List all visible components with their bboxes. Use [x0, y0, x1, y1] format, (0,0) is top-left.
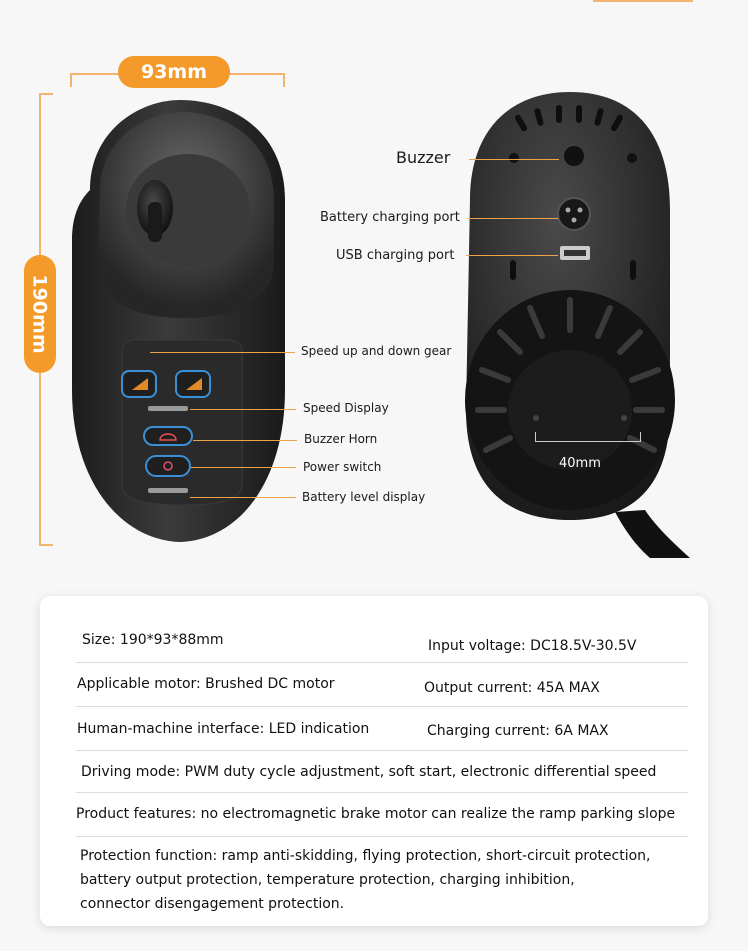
buzzer-horn-leader — [193, 440, 297, 441]
spec-charging-current: Charging current: 6A MAX — [427, 723, 609, 739]
height-dimension-tick-top — [39, 93, 53, 95]
speed-gear-leader — [150, 352, 295, 353]
spec-features: Product features: no electromagnetic brake motor can realize the ramp parking slope — [76, 806, 676, 822]
spec-row-features — [76, 792, 688, 837]
spec-protection-line2: battery output protection, temperature protection, charging inhibition, — [80, 872, 575, 888]
controller-back-illustration — [440, 80, 710, 560]
battery-display-leader — [190, 497, 296, 498]
speed-display-label: Speed Display — [303, 401, 389, 415]
power-switch-leader — [191, 467, 296, 468]
bottom-dimension-label: 40mm — [559, 456, 601, 471]
controller-front-illustration — [60, 90, 300, 560]
battery-port-label: Battery charging port — [320, 210, 460, 225]
width-dimension-tick-left — [70, 73, 72, 87]
width-dimension-tick-right — [283, 73, 285, 87]
height-dimension-pill — [24, 255, 56, 373]
battery-display-label: Battery level display — [302, 490, 426, 504]
spec-row-driving-mode — [76, 750, 688, 793]
height-dimension-label: 190mm — [29, 274, 52, 354]
height-dimension-tick-bottom — [39, 544, 53, 546]
buzzer-horn-label: Buzzer Horn — [304, 432, 378, 446]
width-dimension-label: 93mm — [118, 56, 230, 88]
spec-row-hmi — [76, 706, 688, 751]
spec-hmi: Human-machine interface: LED indication — [77, 721, 370, 737]
usb-port-leader — [466, 255, 558, 256]
spec-protection-line3: connector disengagement protection. — [80, 896, 345, 912]
usb-port-label: USB charging port — [336, 248, 455, 263]
spec-driving-mode: Driving mode: PWM duty cycle adjustment, soft start, electronic differential speed — [81, 764, 657, 780]
speed-gear-label: Speed up and down gear — [301, 344, 452, 358]
specifications-card — [40, 596, 708, 926]
top-accent-line — [593, 0, 693, 2]
bottom-dimension-tick-right — [640, 432, 641, 442]
battery-port-leader — [468, 218, 558, 219]
spec-protection-line1: Protection function: ramp anti-skidding, flying protection, short-circuit protection, — [80, 848, 651, 864]
spec-output-current: Output current: 45A MAX — [424, 680, 600, 696]
speed-display-leader — [190, 409, 296, 410]
spec-input-voltage: Input voltage: DC18.5V-30.5V — [428, 638, 637, 654]
spec-row-size — [76, 616, 688, 663]
bottom-dimension-tick-left — [535, 432, 536, 442]
spec-row-protection — [76, 836, 688, 918]
spec-motor: Applicable motor: Brushed DC motor — [77, 676, 335, 692]
buzzer-leader — [469, 159, 559, 160]
spec-row-motor — [76, 662, 688, 707]
power-switch-label: Power switch — [303, 460, 382, 474]
bottom-dimension-line — [536, 441, 641, 442]
spec-size: Size: 190*93*88mm — [82, 632, 224, 648]
buzzer-label: Buzzer — [396, 148, 451, 167]
